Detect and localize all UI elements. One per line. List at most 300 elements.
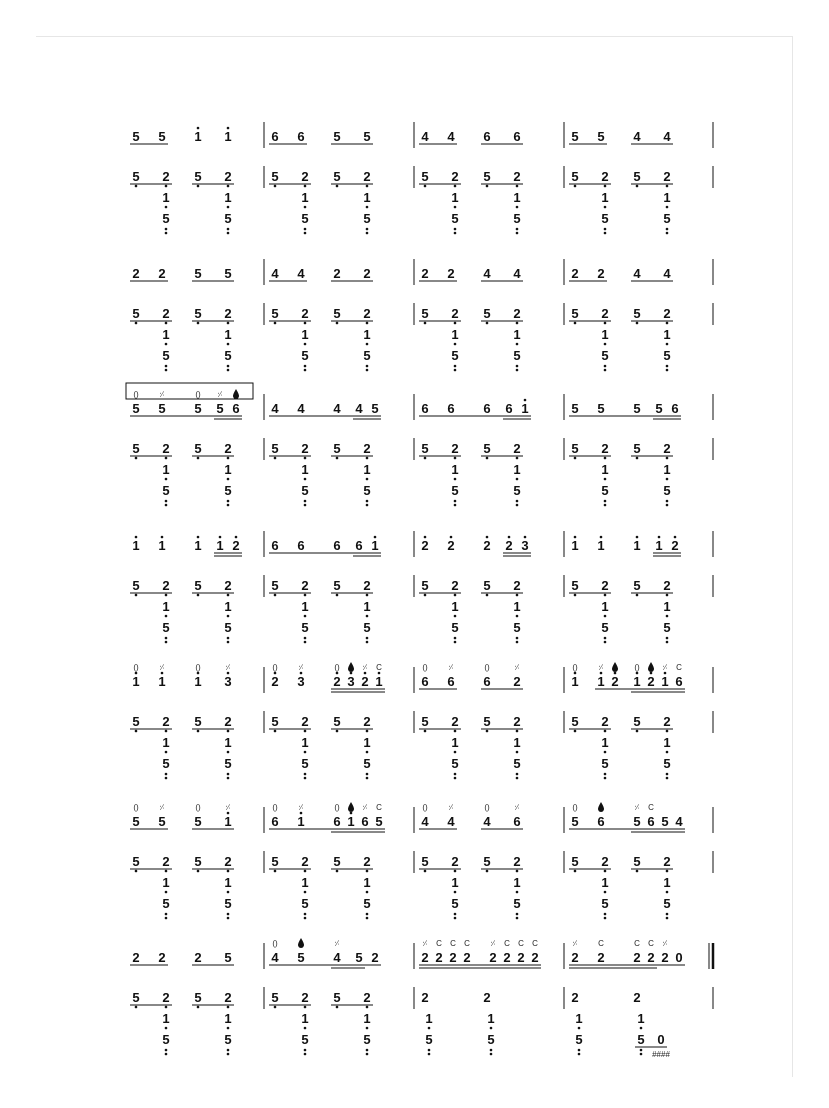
octave-dot [227,1027,230,1030]
bass-note: 2 [363,306,371,321]
bass-note: 1 [224,875,232,890]
bass-note: 1 [224,190,232,205]
melody-note: 1 [633,538,641,553]
octave-dot [454,773,457,776]
octave-dot [336,870,339,873]
bass-note: 2 [224,441,232,456]
octave-dot [165,478,168,481]
melody-note: 6 [271,814,279,829]
octave-dot [604,777,607,780]
octave-dot [454,206,457,209]
octave-dot [516,232,519,235]
bass-note: 1 [513,190,521,205]
slash-mark: ⸓ [159,663,165,672]
octave-dot [274,322,277,325]
melody-note: 6 [421,674,429,689]
slash-mark: ⸓ [598,663,604,672]
bass-note: 1 [301,599,309,614]
bass-note: 5 [513,483,521,498]
open-hole-mark: () [272,939,278,948]
octave-dot [486,457,489,460]
bass-note: 2 [513,714,521,729]
octave-dot [454,913,457,916]
melody-note: 6 [333,538,341,553]
bass-note: 5 [451,896,459,911]
bass-note: 2 [601,578,609,593]
octave-dot [366,891,369,894]
octave-dot [304,369,307,372]
bass-note: 1 [162,1011,170,1026]
c-mark: C [450,939,456,948]
octave-dot [666,917,669,920]
bass-note: 1 [575,1011,583,1026]
bass-note: 5 [633,578,641,593]
melody-note: 4 [333,401,341,416]
octave-dot [227,127,230,130]
melody-note: 5 [661,814,669,829]
octave-dot [304,365,307,368]
octave-dot [666,206,669,209]
octave-dot [304,478,307,481]
slash-mark: ⸓ [298,803,304,812]
drop-icon [233,389,239,399]
drop-icon [648,662,654,672]
octave-dot [604,870,607,873]
bass-note: 5 [301,896,309,911]
melody-note: 2 [158,950,166,965]
melody-note: 2 [333,266,341,281]
octave-dot [366,615,369,618]
octave-dot [304,1049,307,1052]
bass-note: 5 [663,348,671,363]
octave-dot [227,369,230,372]
bass-note: 5 [421,578,429,593]
melody-note: 6 [297,129,305,144]
octave-dot [274,870,277,873]
c-mark: C [648,939,654,948]
octave-dot [165,1027,168,1030]
c-mark: C [532,939,538,948]
octave-dot [274,185,277,188]
slash-mark: ⸓ [362,803,368,812]
bass-note: 2 [601,306,609,321]
bass-note: 5 [132,169,140,184]
octave-dot [454,478,457,481]
bass-note: 0 [657,1032,665,1047]
bass-note: 1 [663,735,671,750]
melody-note: 2 [232,538,240,553]
octave-dot [235,536,238,539]
bass-note: 5 [363,211,371,226]
octave-dot [424,730,427,733]
octave-dot [516,206,519,209]
bass-note: 5 [224,620,232,635]
octave-dot [165,343,168,346]
melody-note: 5 [571,401,579,416]
melody-note: 2 [513,674,521,689]
bass-note: 5 [224,756,232,771]
c-mark: C [676,663,682,672]
octave-dot [304,637,307,640]
bass-note: 2 [162,578,170,593]
bass-note: 2 [224,854,232,869]
bass-note: 1 [224,327,232,342]
bass-note: 2 [451,169,459,184]
octave-dot [227,870,230,873]
open-hole-mark: () [484,663,490,672]
bass-note: 1 [487,1011,495,1026]
open-hole-mark: () [195,803,201,812]
melody-note: 2 [447,538,455,553]
bass-note: 2 [513,169,521,184]
bass-note: 5 [132,714,140,729]
octave-dot [604,365,607,368]
bass-note: 2 [663,578,671,593]
melody-note: 2 [633,950,641,965]
melody-note: 2 [361,674,369,689]
bass-note: 5 [513,348,521,363]
octave-dot [366,751,369,754]
bass-note: 2 [301,714,309,729]
melody-note: 4 [271,401,279,416]
octave-dot [227,228,230,231]
open-hole-mark: () [422,663,428,672]
bass-note: 1 [162,327,170,342]
octave-dot [454,343,457,346]
melody-note: 5 [297,950,305,965]
octave-dot [304,228,307,231]
bass-note: 5 [271,990,279,1005]
octave-dot [304,206,307,209]
melody-note: 1 [375,674,383,689]
octave-dot [227,343,230,346]
octave-dot [574,870,577,873]
melody-note: 4 [633,129,641,144]
octave-dot [227,504,230,507]
bass-note: 2 [301,854,309,869]
c-mark: C [598,939,604,948]
melody-note: 5 [132,401,140,416]
octave-dot [135,536,138,539]
melody-note: 4 [355,401,363,416]
melody-note: 5 [224,266,232,281]
octave-dot [424,594,427,597]
bass-note: 2 [224,306,232,321]
octave-dot [524,536,527,539]
bass-note: 5 [271,169,279,184]
octave-dot [366,232,369,235]
melody-note: 0 [675,950,683,965]
open-hole-mark: () [572,663,578,672]
bass-note: 5 [571,441,579,456]
octave-dot [666,773,669,776]
octave-dot [165,206,168,209]
bass-note: 5 [162,483,170,498]
bass-note: 5 [483,306,491,321]
octave-dot [304,641,307,644]
melody-note: 5 [333,129,341,144]
octave-dot [424,536,427,539]
melody-note: 4 [333,950,341,965]
octave-dot [516,913,519,916]
melody-note: 1 [297,814,305,829]
melody-note: 2 [421,538,429,553]
octave-dot [578,1049,581,1052]
octave-dot [574,594,577,597]
bass-note: 1 [451,327,459,342]
octave-dot [516,185,519,188]
octave-dot [304,730,307,733]
octave-dot [197,185,200,188]
c-mark: C [464,939,470,948]
octave-dot [366,206,369,209]
open-hole-mark: () [484,803,490,812]
melody-note: 4 [297,266,305,281]
octave-dot [454,185,457,188]
bass-note: 5 [301,620,309,635]
melody-note: 1 [661,674,669,689]
bass-note: 5 [363,756,371,771]
melody-note: 1 [194,538,202,553]
octave-dot [300,672,303,675]
octave-dot [135,870,138,873]
octave-dot [227,232,230,235]
octave-dot [486,594,489,597]
melody-note: 2 [489,950,497,965]
octave-dot [574,536,577,539]
octave-dot [227,730,230,733]
bass-note: 5 [637,1032,645,1047]
melody-note: 1 [132,538,140,553]
bass-note: 1 [601,190,609,205]
octave-dot [516,870,519,873]
octave-dot [165,637,168,640]
octave-dot [424,457,427,460]
bass-note: 5 [363,896,371,911]
melody-note: 2 [447,266,455,281]
melody-note: 1 [571,538,579,553]
octave-dot [516,228,519,231]
bass-note: 2 [363,578,371,593]
melody-note: 2 [463,950,471,965]
octave-dot [640,1053,643,1056]
bass-note: 1 [162,599,170,614]
octave-dot [604,594,607,597]
octave-dot [490,1053,493,1056]
octave-dot [666,369,669,372]
bass-note: 5 [224,896,232,911]
octave-dot [197,870,200,873]
bass-note: 1 [363,327,371,342]
melody-note: 5 [371,401,379,416]
melody-note: 6 [271,129,279,144]
bass-note: 2 [601,854,609,869]
bass-note: 2 [301,441,309,456]
melody-note: 1 [158,674,166,689]
octave-dot [374,536,377,539]
octave-dot [161,536,164,539]
open-hole-mark: () [272,663,278,672]
octave-dot [366,185,369,188]
bass-note: 5 [571,306,579,321]
octave-dot [165,1006,168,1009]
octave-dot [366,228,369,231]
slash-mark: ⸓ [448,663,454,672]
octave-dot [165,773,168,776]
bass-note: 1 [663,599,671,614]
bass-note: 5 [421,441,429,456]
bass-note: 1 [601,875,609,890]
melody-note: 4 [513,266,521,281]
octave-dot [135,185,138,188]
octave-dot [304,504,307,507]
melody-note: 1 [158,538,166,553]
melody-note: 5 [216,401,224,416]
c-mark: C [648,803,654,812]
octave-dot [366,913,369,916]
melody-note: 3 [297,674,305,689]
melody-note: 1 [597,538,605,553]
octave-dot [454,637,457,640]
octave-dot [165,777,168,780]
melody-note: 1 [224,814,232,829]
slash-mark: ⸓ [490,939,496,948]
melody-note: 3 [347,674,355,689]
melody-note: 5 [224,950,232,965]
bass-note: 5 [451,211,459,226]
bass-note: 2 [363,854,371,869]
bass-note: 5 [513,211,521,226]
bass-note: 5 [421,714,429,729]
octave-dot [336,185,339,188]
open-hole-mark: () [334,803,340,812]
octave-dot [666,751,669,754]
bass-note: 5 [271,306,279,321]
slash-mark: ⸓ [514,663,520,672]
melody-note: 2 [611,674,619,689]
octave-dot [165,917,168,920]
octave-dot [274,457,277,460]
melody-note: 6 [421,401,429,416]
bass-note: 1 [301,875,309,890]
octave-dot [300,812,303,815]
bass-note: 5 [132,990,140,1005]
octave-dot [350,672,353,675]
bass-note: 1 [162,735,170,750]
bass-note: 2 [363,441,371,456]
octave-dot [604,232,607,235]
melody-note: 2 [132,950,140,965]
c-mark: C [504,939,510,948]
melody-note: 6 [647,814,655,829]
bass-note: 5 [271,854,279,869]
melody-note: 2 [449,950,457,965]
open-hole-mark: () [195,663,201,672]
bass-note: 5 [363,348,371,363]
melody-note: 2 [597,266,605,281]
bass-note: 2 [513,306,521,321]
octave-dot [336,594,339,597]
octave-dot [516,594,519,597]
bass-note: 5 [571,854,579,869]
bass-note: 2 [663,306,671,321]
bass-note: 5 [333,854,341,869]
bass-note: 1 [451,190,459,205]
bass-note: 1 [451,875,459,890]
octave-dot [516,641,519,644]
octave-dot [227,457,230,460]
octave-dot [366,917,369,920]
octave-dot [424,185,427,188]
octave-dot [604,322,607,325]
bass-note: 5 [333,578,341,593]
octave-dot [366,1006,369,1009]
bass-note: 5 [601,896,609,911]
octave-dot [227,773,230,776]
melody-note: 2 [647,950,655,965]
melody-note: 2 [661,950,669,965]
bass-note: 2 [451,306,459,321]
bass-note: 2 [513,578,521,593]
bass-note: 1 [425,1011,433,1026]
octave-dot [516,478,519,481]
octave-dot [516,369,519,372]
octave-dot [636,594,639,597]
octave-dot [165,641,168,644]
melody-note: 2 [671,538,679,553]
octave-dot [604,730,607,733]
melody-note: 6 [232,401,240,416]
octave-dot [516,891,519,894]
melody-note: 1 [597,674,605,689]
octave-dot [574,457,577,460]
slash-mark: ⸓ [225,803,231,812]
bass-note: 1 [162,190,170,205]
bass-note: 5 [363,1032,371,1047]
melody-note: 5 [132,814,140,829]
octave-dot [366,365,369,368]
bass-note: 5 [333,714,341,729]
open-hole-mark: () [634,663,640,672]
bass-note: 2 [663,169,671,184]
octave-dot [604,343,607,346]
bass-note: 1 [663,462,671,477]
c-mark: C [436,939,442,948]
slash-mark: ⸓ [159,390,165,399]
bass-note: 5 [633,854,641,869]
bass-note: 5 [194,854,202,869]
octave-dot [454,917,457,920]
melody-note: 6 [483,674,491,689]
octave-dot [304,917,307,920]
slash-mark: ⸓ [514,803,520,812]
bass-note: 2 [224,990,232,1005]
bass-note: 5 [301,348,309,363]
bass-note: 5 [575,1032,583,1047]
bass-note: 5 [194,169,202,184]
octave-dot [574,730,577,733]
octave-dot [604,917,607,920]
octave-dot [516,777,519,780]
octave-dot [424,870,427,873]
octave-dot [516,773,519,776]
octave-dot [135,457,138,460]
bass-note: 5 [301,483,309,498]
octave-dot [658,536,661,539]
octave-dot [304,343,307,346]
octave-dot [197,730,200,733]
octave-dot [165,228,168,231]
